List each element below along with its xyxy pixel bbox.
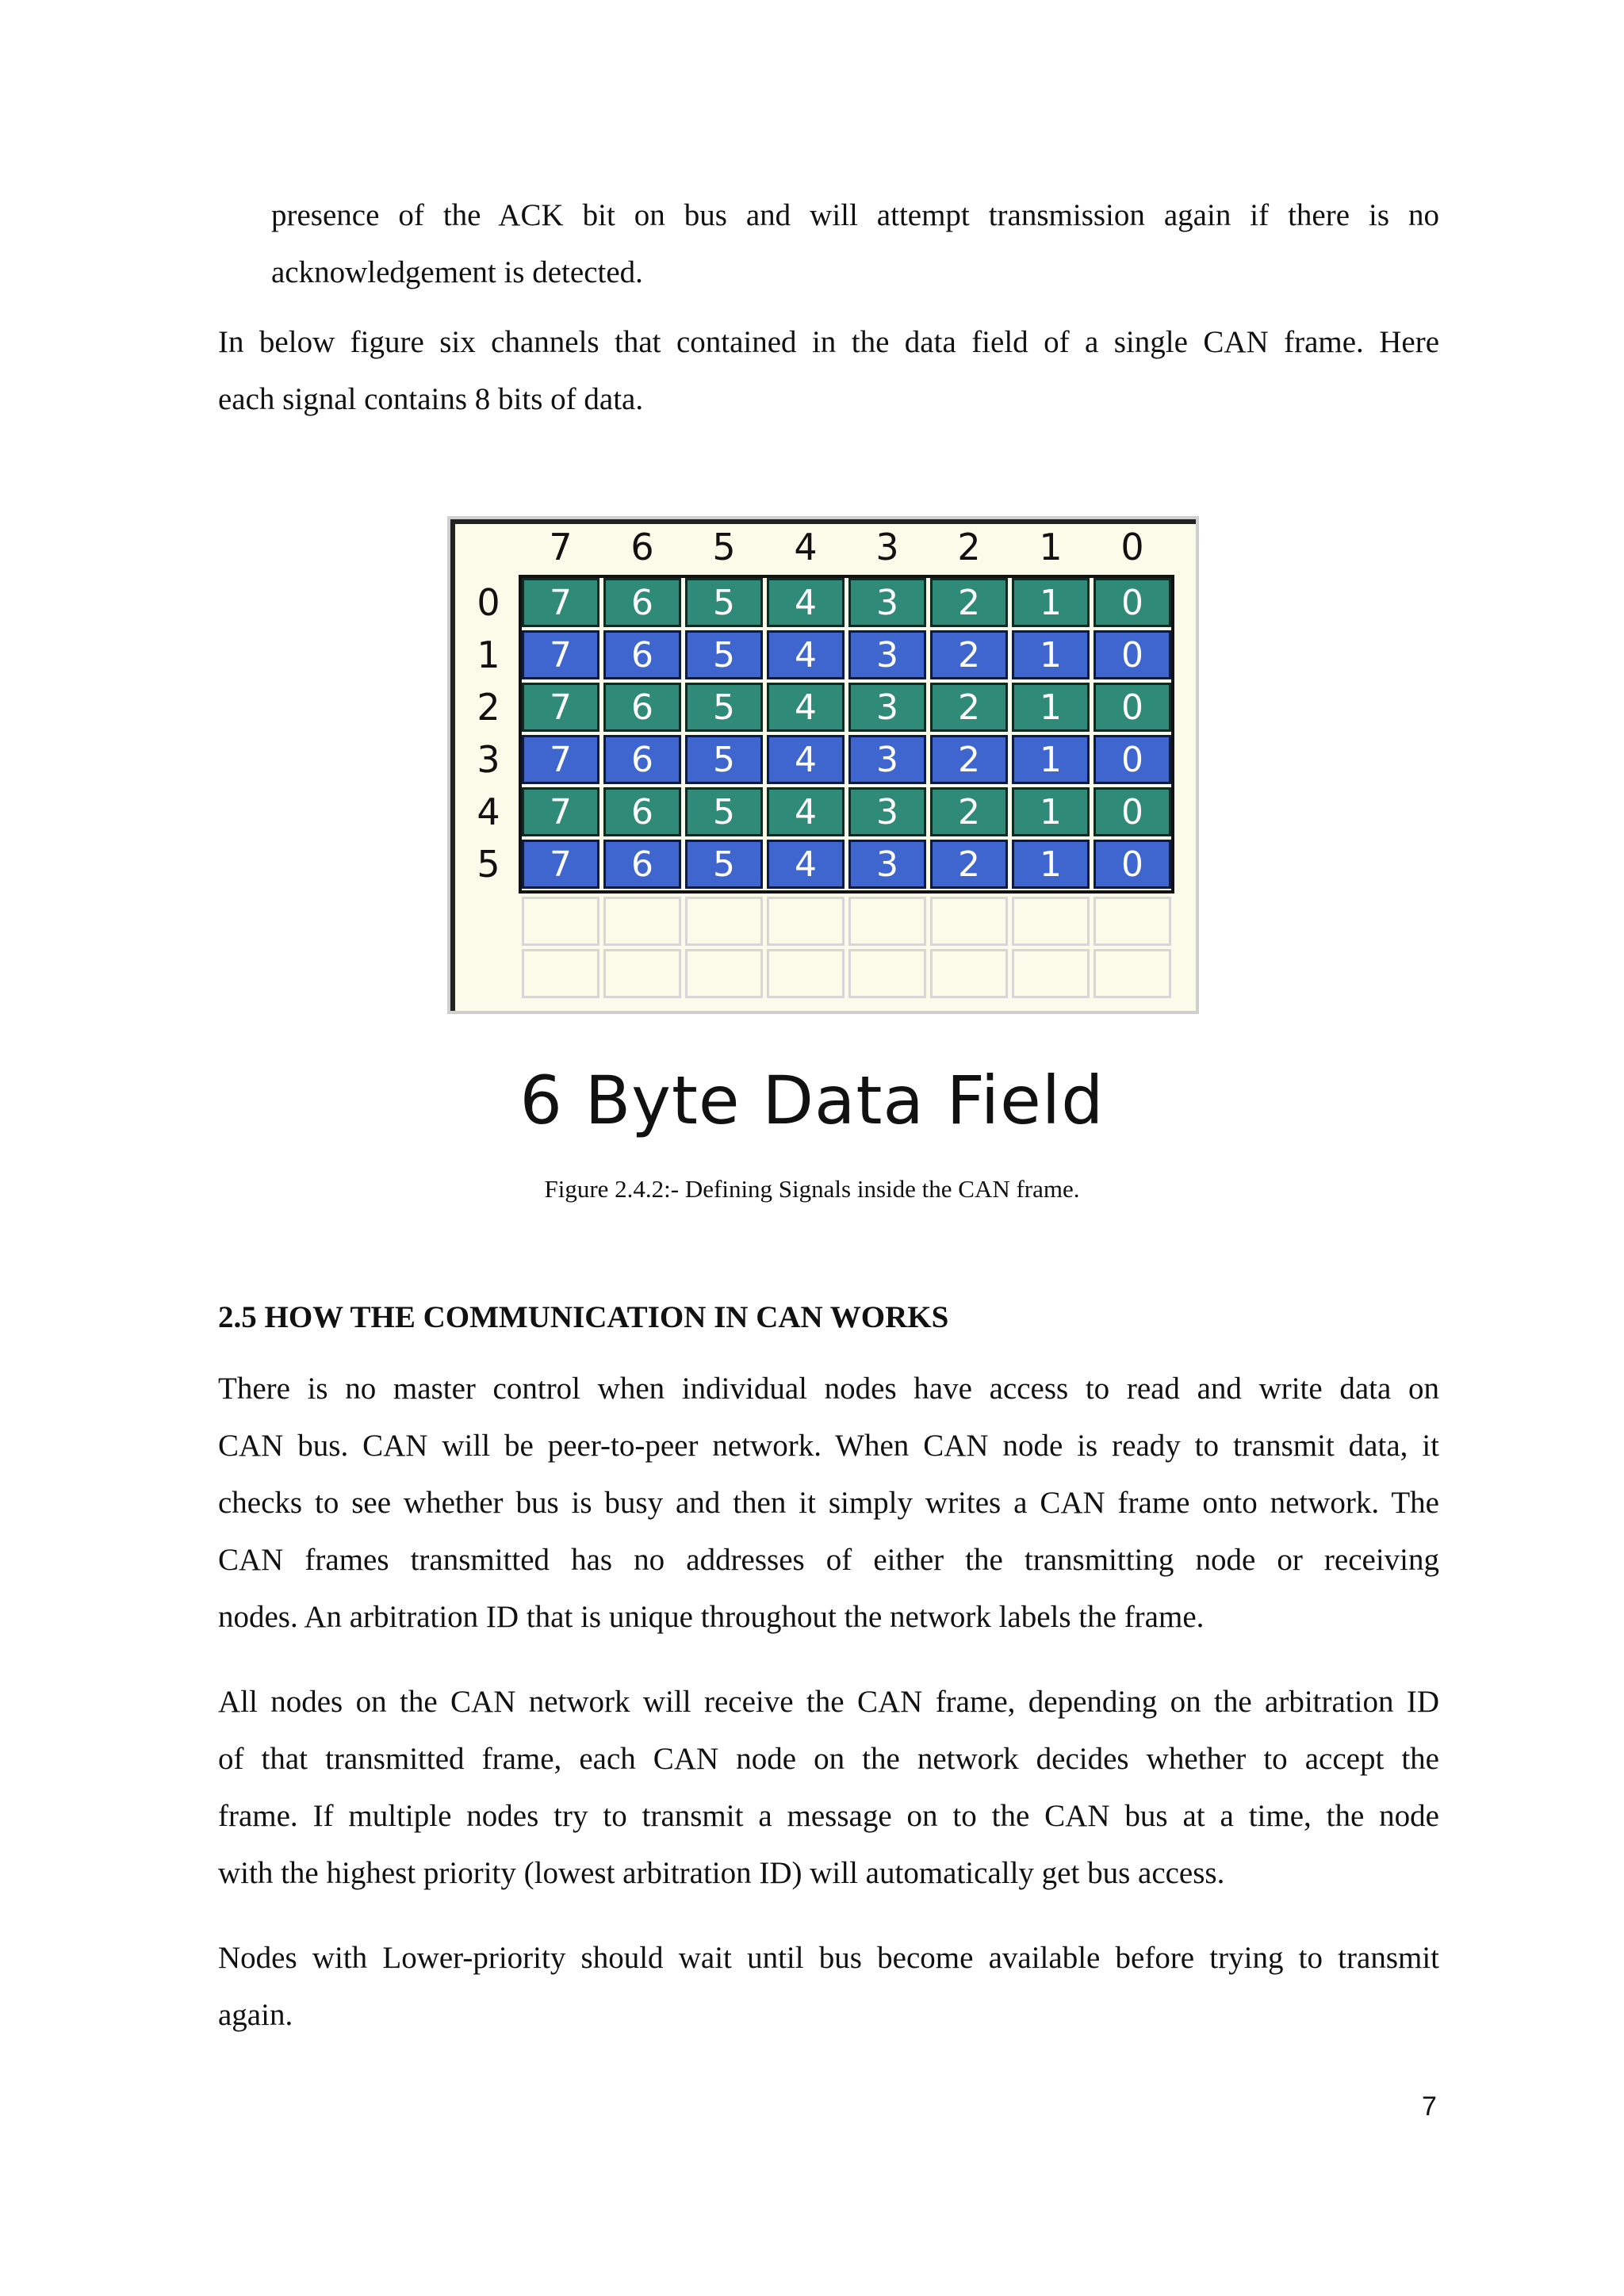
bit-cell: 5	[685, 578, 763, 627]
text-line: checks to see whether bus is busy and then it simply writes a CAN frame onto network. The	[218, 1486, 1439, 1520]
text-line: of that transmitted frame, each CAN node on the network decides whether to accept the	[218, 1742, 1439, 1776]
text-line: Nodes with Lower-priority should wait until bus become available before trying to transmit	[218, 1941, 1439, 1975]
row-header: 3	[477, 738, 500, 781]
text-line: each signal contains 8 bits of data.	[218, 382, 644, 416]
bit-cell: 6	[603, 683, 681, 732]
empty-cell	[685, 949, 763, 998]
bit-cell: 3	[848, 630, 926, 679]
text-line: again.	[218, 1998, 293, 2032]
bit-cell: 1	[1012, 630, 1090, 679]
column-header: 5	[712, 526, 736, 568]
bit-cell: 1	[1012, 840, 1090, 889]
bit-cell: 6	[603, 735, 681, 784]
paragraph-priority	[218, 1930, 1439, 2044]
bit-cell: 2	[930, 683, 1008, 732]
empty-cell	[848, 897, 926, 946]
bit-cell: 5	[685, 683, 763, 732]
text-line: acknowledgement is detected.	[271, 255, 643, 289]
bit-cell: 1	[1012, 787, 1090, 836]
empty-cell	[1012, 897, 1090, 946]
row-header: 1	[477, 633, 500, 676]
empty-cell	[1094, 897, 1171, 946]
bit-cell: 4	[767, 735, 845, 784]
bit-cell: 7	[522, 840, 599, 889]
row-header: 0	[477, 581, 500, 624]
empty-cell	[522, 897, 599, 946]
bit-cell: 2	[930, 578, 1008, 627]
bit-cell: 6	[603, 840, 681, 889]
figure-left-edge	[450, 519, 455, 1011]
data-block-frame	[519, 575, 1174, 894]
bit-cell: 7	[522, 735, 599, 784]
column-header: 4	[794, 526, 818, 568]
text-line: CAN frames transmitted has no addresses of either the transmitting node or receiving	[218, 1543, 1439, 1577]
column-header: 7	[549, 526, 573, 568]
text-line: There is no master control when individual nodes have access to read and write data on	[218, 1372, 1439, 1406]
bit-cell: 0	[1094, 630, 1171, 679]
bit-cell: 5	[685, 735, 763, 784]
bit-cell: 6	[603, 787, 681, 836]
figure-title: 6 Byte Data Field	[519, 1062, 1105, 1139]
bit-cell: 2	[930, 630, 1008, 679]
paragraph-continuation	[271, 187, 1439, 301]
bit-cell: 3	[848, 787, 926, 836]
bit-cell: 5	[685, 787, 763, 836]
page-number: 7	[1422, 2091, 1437, 2122]
bit-cell: 4	[767, 787, 845, 836]
column-header: 6	[630, 526, 654, 568]
empty-cell	[603, 897, 681, 946]
empty-cell	[1094, 949, 1171, 998]
bit-cell: 2	[930, 787, 1008, 836]
row-header: 2	[477, 686, 500, 729]
bit-cell: 0	[1094, 735, 1171, 784]
bit-cell: 6	[603, 578, 681, 627]
text-line: presence of the ACK bit on bus and will attempt transmission again if there is no	[271, 198, 1439, 232]
bit-cell: 5	[685, 840, 763, 889]
bit-cell: 4	[767, 578, 845, 627]
bit-cell: 3	[848, 578, 926, 627]
empty-cell	[848, 949, 926, 998]
empty-cell	[603, 949, 681, 998]
paragraph-arbitration	[218, 1674, 1439, 1902]
section-heading: 2.5 HOW THE COMMUNICATION IN CAN WORKS	[218, 1300, 949, 1334]
bit-cell: 5	[685, 630, 763, 679]
data-field-figure	[447, 516, 1199, 1014]
text-line: In below figure six channels that contained in the data field of a single CAN frame. Here	[218, 325, 1439, 359]
bit-cell: 0	[1094, 840, 1171, 889]
empty-cell	[767, 949, 845, 998]
text-line: CAN bus. CAN will be peer-to-peer network. When CAN node is ready to transmit data, it	[218, 1429, 1439, 1463]
paragraph-intro	[218, 314, 1439, 428]
bit-cell: 6	[603, 630, 681, 679]
row-header: 5	[477, 843, 500, 886]
text-line: All nodes on the CAN network will receive the CAN frame, depending on the arbitration ID	[218, 1685, 1439, 1719]
bit-cell: 0	[1094, 787, 1171, 836]
bit-cell: 0	[1094, 683, 1171, 732]
bit-cell: 3	[848, 840, 926, 889]
bit-cell: 2	[930, 735, 1008, 784]
text-line: frame. If multiple nodes try to transmit a message on to the CAN bus at a time, the node	[218, 1799, 1439, 1833]
empty-cell	[930, 949, 1008, 998]
bit-cell: 2	[930, 840, 1008, 889]
bit-cell: 3	[848, 735, 926, 784]
column-header: 2	[957, 526, 981, 568]
bit-cell: 4	[767, 630, 845, 679]
empty-cell	[930, 897, 1008, 946]
empty-cell	[522, 949, 599, 998]
column-header: 1	[1039, 526, 1063, 568]
empty-cell	[767, 897, 845, 946]
bit-cell: 1	[1012, 578, 1090, 627]
text-line: with the highest priority (lowest arbitration ID) will automatically get bus access.	[218, 1856, 1225, 1890]
bit-cell: 7	[522, 683, 599, 732]
column-header: 0	[1120, 526, 1144, 568]
bit-cell: 3	[848, 683, 926, 732]
empty-cell	[1012, 949, 1090, 998]
bit-cell: 1	[1012, 735, 1090, 784]
bit-cell: 7	[522, 578, 599, 627]
text-line: nodes. An arbitration ID that is unique throughout the network labels the frame.	[218, 1600, 1205, 1634]
column-header: 3	[875, 526, 899, 568]
bit-cell: 4	[767, 683, 845, 732]
row-header: 4	[477, 790, 500, 833]
empty-cell	[685, 897, 763, 946]
paragraph-communication	[218, 1360, 1439, 1646]
bit-cell: 4	[767, 840, 845, 889]
figure-caption: Figure 2.4.2:- Defining Signals inside the CAN frame.	[544, 1175, 1080, 1203]
bit-cell: 0	[1094, 578, 1171, 627]
bit-cell: 1	[1012, 683, 1090, 732]
bit-cell: 7	[522, 787, 599, 836]
bit-cell: 7	[522, 630, 599, 679]
figure-top-edge	[450, 519, 1196, 524]
